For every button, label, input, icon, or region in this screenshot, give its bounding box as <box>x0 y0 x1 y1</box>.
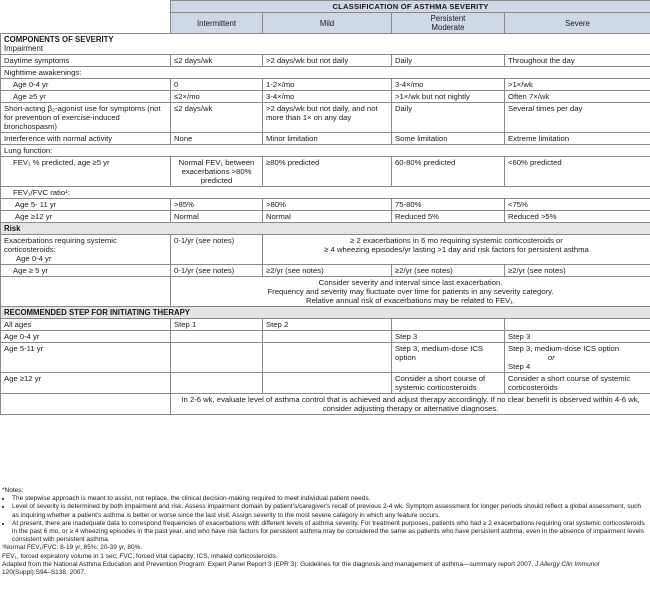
impairment-label: Impairment <box>4 44 43 53</box>
table-row: Short-acting β₂-agonist use for symptoms (not for prevention of exercise-induced bronchospasm) ≤2 days/wk >2 days/wk but not daily, and not more than 1× on any day Daily Several times per day <box>1 103 650 133</box>
list-item: • Level of severity is determined by both impairment and risk. Assess impairment domain by patient's/caregiver's recall of previous 2-4 wk. Symptom assessment for longer periods should reflect a global assessment, such as inquiring whether a patient's asthma is better or worse since the last visit. Assign severity to the most severe category in which any feature occurs. <box>12 503 648 519</box>
table-row: Age 0-4 yr Step 3 Step 3 <box>1 331 650 343</box>
table-row: Age ≥12 yr Normal Normal Reduced 5% Reduced >5% <box>1 211 650 223</box>
source-citation: Adapted from the National Asthma Education and Prevention Program: Expert Panel Report 3 (EPR 3): Guidelines for the diagnosis and management of asthma—summary report 2007, J Allergy Clin Immunol 120(Suppl):S94–S138, 2007. <box>2 560 600 577</box>
table-row: FEV₁ % predicted, age ≥5 yr Normal FEV₁ between exacerbations >80% predicted ≥80% predicted 60-80% predicted <60% predicted <box>1 157 650 187</box>
notes-list <box>2 495 648 544</box>
corner-cell <box>1 1 171 34</box>
table-row: Age 5-11 yr Step 3, medium-dose ICS option Step 3, medium-dose ICS option or Step 4 <box>1 343 650 373</box>
table-row: Consider severity and interval since last exacerbation. Frequency and severity may fluctuate over time for patients in any severity category. Relative annual risk of exacerbations may be related to FEV₁. <box>1 277 650 307</box>
persistent-label: Persistent <box>430 14 466 23</box>
therapy-row <box>1 307 650 319</box>
col-intermittent: Intermittent <box>171 13 263 34</box>
table-row: Age ≥5 yr ≤2×/mo 3-4×/mo >1×/wk but not nightly Often 7×/wk <box>1 91 650 103</box>
table-row: Daytime symptoms ≤2 days/wk >2 days/wk but not daily Daily Throughout the day <box>1 55 650 67</box>
components-row <box>1 34 650 55</box>
notes-section <box>2 487 648 577</box>
table-row: Age 5- 11 yr >85% >80% 75-80% <75% <box>1 199 650 211</box>
therapy-title: RECOMMENDED STEP FOR INITIATING THERAPY <box>1 307 650 319</box>
table-row: Lung function: <box>1 145 650 157</box>
col-mild: Mild <box>263 13 392 34</box>
risk-title: Risk <box>1 223 650 235</box>
classification-title: CLASSIFICATION OF ASTHMA SEVERITY <box>171 1 650 13</box>
risk-row <box>1 223 650 235</box>
col-severe: Severe <box>505 13 650 34</box>
table-row: Nighttime awakenings: <box>1 67 650 79</box>
components-title: COMPONENTS OF SEVERITY <box>4 35 114 44</box>
list-item: • The stepwise approach is meant to assist, not replace, the clinical decision-making required to meet individual patient needs. <box>12 495 648 503</box>
abbreviations: FEV₁, forced expiratory volume in 1 sec; FVC, forced vital capacity; ICS, inhaled corticosteroids. <box>2 552 278 560</box>
notes-title: *Notes: <box>2 487 24 494</box>
table-row: Age ≥ 5 yr 0-1/yr (see notes) ≥2/yr (see notes) ≥2/yr (see notes) ≥2/yr (see notes) <box>1 265 650 277</box>
table-row: Interference with normal activity None Minor limitation Some limitation Extreme limitation <box>1 133 650 145</box>
table-row: All ages Step 1 Step 2 <box>1 319 650 331</box>
table-row: Age ≥12 yr Consider a short course of systemic corticosteroids Consider a short course of systemic corticosteroids <box>1 373 650 394</box>
table-row: FEV₁/FVC ratio¹: <box>1 187 650 199</box>
list-item: • At present, there are inadequate data to correspond frequencies of exacerbations with different levels of asthma severity. For treatment purposes, patients who had ≥ 2 exacerbations requiring oral systemic corticosteroids in the past 6 mo, or ≥ 4 wheezing episodes in the past year, and who have risk factors for persistent asthma may be considered the same as patients who have persistent asthma, even in the absence of impairment levels consistent with persistent asthma. <box>12 520 648 545</box>
footnote-ratio: ¹Normal FEV₁/FVC: 8-19 yr, 85%; 20-39 yr, 80%. <box>2 544 143 552</box>
col-moderate: Persistent Moderate <box>392 13 505 34</box>
table-row: In 2-6 wk, evaluate level of asthma control that is achieved and adjust therapy accordingly. If no clear benefit is observed within 4-6 wk, consider adjusting therapy or alternative diagnoses. <box>1 394 650 415</box>
header-row-1 <box>1 1 650 13</box>
table-row: Exacerbations requiring systemic corticosteroids: Age 0-4 yr 0-1/yr (see notes) ≥ 2 exacerbations in 6 mo requiring systemic corticosteroids or ≥ 4 wheezing episodes/yr lasting >1 day and risk factors for persistent asthma <box>1 235 650 265</box>
table-row: Age 0-4 yr 0 1-2×/mo 3-4×/mo >1×/wk <box>1 79 650 91</box>
